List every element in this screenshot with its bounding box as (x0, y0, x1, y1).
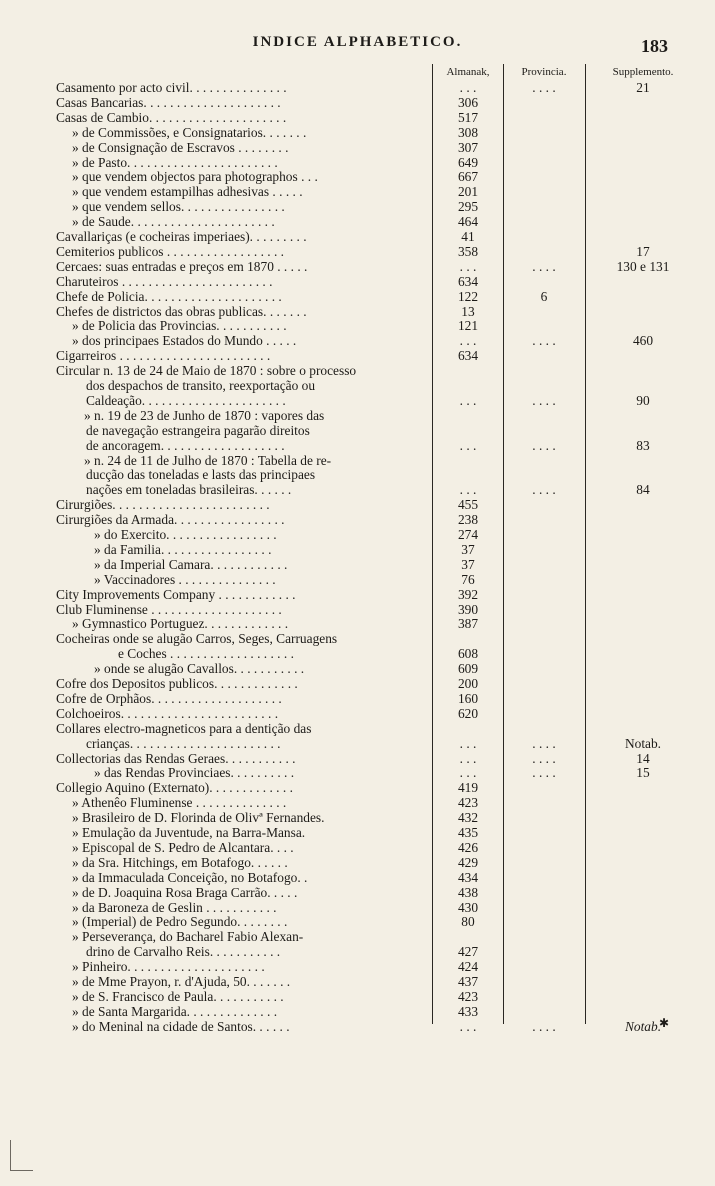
index-row (0, 318, 715, 333)
index-row (0, 900, 715, 915)
index-row (0, 572, 715, 587)
index-row (0, 453, 715, 468)
entry-label: Cocheiras onde se alugão Carros, Seges, Carruagens (56, 631, 338, 647)
index-row (0, 110, 715, 125)
entry-label: » do Exercito. . . . . . . . . . . . . . . . . (94, 527, 277, 542)
index-row (0, 751, 715, 766)
almanak-value: 238 (457, 512, 479, 528)
index-row (0, 289, 715, 304)
entry-label: » Perseverança, do Bacharel Fabio Alexan- (72, 929, 304, 945)
almanak-value: 455 (457, 497, 479, 513)
index-row (0, 408, 715, 423)
index-row (0, 423, 715, 438)
index-row (0, 646, 715, 661)
index-row (0, 199, 715, 214)
entry-label: » Vaccinadores . . . . . . . . . . . . . . . (94, 571, 276, 587)
index-row (0, 944, 715, 959)
almanak-value: . . . (459, 482, 477, 498)
entry-label: » de Consignação de Escravos . . . . . . . . (72, 139, 289, 155)
almanak-value: 76 (461, 571, 475, 587)
index-row (0, 691, 715, 706)
entry-label: » de Santa Margarida. . . . . . . . . . . . . . (72, 1003, 278, 1019)
index-row (0, 497, 715, 512)
entry-label: » do Meninal na cidade de Santos. . . . . . (72, 1018, 290, 1034)
entry-label: » Brasileiro de D. Florinda de Olivª Fernandes. (72, 810, 325, 826)
entry-label: Chefe de Policia. . . . . . . . . . . . . . . . . . . . . (56, 288, 282, 304)
entry-label: » da Sra. Hitchings, em Botafogo. . . . . . (72, 854, 288, 870)
entry-label: de navegação estrangeira pagarão direitos (86, 422, 310, 438)
index-row (0, 95, 715, 110)
supplemento-value: 21 (636, 80, 650, 95)
supplemento-value: 90 (636, 392, 650, 408)
almanak-value: 41 (461, 229, 475, 244)
almanak-value: 423 (457, 795, 479, 811)
almanak-value: . . . (459, 1018, 477, 1034)
index-row (0, 914, 715, 929)
almanak-value: 390 (457, 601, 479, 617)
entry-label: Chefes de districtos das obras publicas. . . . . . . (56, 303, 307, 319)
entry-label: » Emulação da Juventude, na Barra-Mansa. (72, 825, 306, 840)
entry-label: Cigarreiros . . . . . . . . . . . . . . . . . . . . . . . (56, 348, 271, 364)
index-row (0, 274, 715, 289)
entry-label: Club Fluminense . . . . . . . . . . . . . . . . . . . . (56, 601, 282, 617)
provincia-value: . . . . (532, 765, 556, 781)
entry-label: Cofre de Orphãos. . . . . . . . . . . . . . . . . . . . (56, 690, 282, 706)
entry-label: » de S. Francisco de Paula. . . . . . . . . . . (72, 988, 284, 1004)
supplemento-value: 84 (636, 482, 650, 498)
index-row (0, 214, 715, 229)
almanak-value: 517 (457, 109, 479, 125)
index-row (0, 989, 715, 1004)
almanak-value: . . . (459, 258, 477, 274)
supplemento-value: 15 (636, 765, 650, 781)
index-row (0, 259, 715, 274)
supplemento-value: 17 (636, 243, 650, 259)
index-row (0, 229, 715, 244)
almanak-value: 667 (457, 169, 479, 185)
almanak-value: . . . (459, 750, 477, 766)
almanak-value: 419 (457, 780, 479, 796)
index-row (0, 363, 715, 378)
index-row (0, 467, 715, 482)
entry-label: Colchoeiros. . . . . . . . . . . . . . . . . . . . . . . . (56, 705, 279, 721)
almanak-value: 307 (457, 139, 479, 155)
index-row (0, 870, 715, 885)
entry-label: » n. 24 de 11 de Julho de 1870 : Tabella de re- (84, 452, 332, 468)
almanak-value: 392 (457, 586, 479, 602)
index-row (0, 765, 715, 780)
entry-label: drino de Carvalho Reis. . . . . . . . . . . (86, 944, 281, 960)
index-row (0, 959, 715, 974)
entry-label: » de Saude. . . . . . . . . . . . . . . . . . . . . . (72, 214, 275, 230)
index-row (0, 706, 715, 721)
index-row (0, 661, 715, 676)
entry-label: nações em toneladas brasileiras. . . . . . (86, 482, 292, 498)
provincia-value: . . . . (532, 258, 556, 274)
entry-label: Cirurgiões. . . . . . . . . . . . . . . . . . . . . . . . (56, 497, 270, 513)
almanak-value: 423 (457, 988, 479, 1004)
entry-label: crianças. . . . . . . . . . . . . . . . . . . . . . . (86, 735, 281, 751)
entry-label: » Pinheiro. . . . . . . . . . . . . . . . . . . . . (72, 959, 265, 975)
entry-label: Charuteiros . . . . . . . . . . . . . . . . . . . . . . . (56, 273, 273, 289)
column-header-almanak: Almanak, (446, 66, 490, 78)
entry-label: » de Pasto. . . . . . . . . . . . . . . . . . . . . . . (72, 154, 278, 170)
provincia-value: . . . . (532, 80, 556, 95)
entry-label: Casas Bancarias. . . . . . . . . . . . . . . . . . . . . (56, 94, 281, 110)
entry-label: » que vendem sellos. . . . . . . . . . . . . . . . (72, 199, 285, 215)
entry-label: Cemiterios publicos . . . . . . . . . . . . . . . . . . (56, 243, 285, 259)
index-row (0, 929, 715, 944)
entry-label: ducção das toneladas e lasts das principaes (86, 467, 316, 483)
almanak-value: 387 (457, 616, 479, 632)
index-row (0, 378, 715, 393)
entry-label: » da Familia. . . . . . . . . . . . . . . . . (94, 541, 272, 557)
index-row (0, 885, 715, 900)
entry-label: » que vendem objectos para photographos . . . (72, 169, 318, 185)
index-row (0, 184, 715, 199)
entry-label: » das Rendas Provinciaes. . . . . . . . . . (94, 765, 295, 781)
index-row (0, 333, 715, 348)
page-title: INDICE ALPHABETICO. (252, 34, 463, 50)
index-row (0, 512, 715, 527)
page-number: 183 (641, 36, 668, 56)
asterisk-mark-icon: ✱ (659, 1016, 670, 1030)
almanak-value: 649 (457, 154, 479, 170)
index-row (0, 140, 715, 155)
almanak-value: 438 (457, 884, 479, 900)
provincia-value: . . . . (532, 750, 556, 766)
entry-label: » Episcopal de S. Pedro de Alcantara. . . . (72, 839, 294, 855)
index-row (0, 736, 715, 751)
almanak-value: 427 (457, 944, 479, 960)
almanak-value: 634 (457, 348, 479, 364)
provincia-value: . . . . (532, 333, 556, 349)
provincia-value: . . . . (532, 735, 556, 751)
almanak-value: . . . (459, 765, 477, 781)
provincia-value: . . . . (532, 482, 556, 498)
entry-label: » n. 19 de 23 de Junho de 1870 : vapores das (84, 407, 325, 423)
entry-label: » de Commissões, e Consignatarios. . . . . . . (72, 124, 307, 140)
column-header-supplemento: Supplemento. (612, 66, 674, 78)
index-row (0, 557, 715, 572)
index-row (0, 438, 715, 453)
almanak-value: 201 (457, 184, 479, 200)
column-header-provincia: Provincia. (521, 66, 567, 78)
index-row (0, 304, 715, 319)
almanak-value: 37 (461, 541, 475, 557)
entry-label: Cirurgiões da Armada. . . . . . . . . . . . . . . . . (56, 512, 285, 528)
almanak-value: 608 (457, 646, 479, 662)
almanak-value: 433 (457, 1003, 479, 1019)
almanak-value: 308 (457, 124, 479, 140)
entry-label: Collares electro-magneticos para a dentição das (56, 720, 312, 736)
index-row (0, 482, 715, 497)
entry-label: » da Baroneza de Geslin . . . . . . . . . . . (72, 899, 277, 915)
provincia-value: . . . . (532, 392, 556, 408)
index-row (0, 631, 715, 646)
index-row (0, 840, 715, 855)
entry-label: » da Immaculada Conceição, no Botafogo. . (72, 869, 308, 885)
index-row (0, 795, 715, 810)
almanak-value: 295 (457, 199, 479, 215)
entry-label: Cercaes: suas entradas e preços em 1870 . . . . . (56, 258, 308, 274)
entry-label: Cofre dos Depositos publicos. . . . . . . . . . . . . (56, 676, 298, 691)
almanak-value: 434 (457, 869, 479, 885)
almanak-value: 37 (461, 556, 475, 572)
almanak-value: 306 (457, 94, 479, 110)
almanak-value: 620 (457, 705, 479, 721)
index-row (0, 974, 715, 989)
entry-label: dos despachos de transito, reexportação ou (86, 378, 316, 393)
entry-label: de ancoragem. . . . . . . . . . . . . . . . . . . (86, 437, 285, 453)
entry-label: Collegio Aquino (Externato). . . . . . . . . . . . . (56, 780, 293, 796)
supplemento-value: Notab. (624, 735, 662, 751)
provincia-value: . . . . (532, 437, 556, 453)
index-row (0, 721, 715, 736)
entry-label: » dos principaes Estados do Mundo . . . . . (72, 333, 297, 349)
index-row (0, 825, 715, 840)
almanak-value: 122 (457, 288, 479, 304)
almanak-value: 429 (457, 854, 479, 870)
entry-label: » de D. Joaquina Rosa Braga Carrão. . . . . (72, 884, 298, 900)
index-row (0, 602, 715, 617)
entry-label: » Gymnastico Portuguez. . . . . . . . . . . . . (72, 616, 289, 632)
almanak-value: 609 (457, 661, 479, 677)
almanak-value: . . . (459, 437, 477, 453)
supplemento-value: 14 (636, 750, 650, 766)
entry-label: Collectorias das Rendas Geraes. . . . . . . . . . . (56, 750, 296, 766)
almanak-value: 200 (457, 676, 479, 691)
entry-label: Casamento por acto civil. . . . . . . . . . . . . . . (56, 80, 287, 95)
index-row (0, 527, 715, 542)
index-row (0, 169, 715, 184)
entry-label: » da Imperial Camara. . . . . . . . . . . . (94, 556, 288, 572)
index-row (0, 125, 715, 140)
supplemento-value: Notab. (624, 1018, 662, 1034)
almanak-value: 430 (457, 899, 479, 915)
entry-label: Circular n. 13 de 24 de Maio de 1870 : sobre o processo (56, 363, 357, 379)
index-row (0, 542, 715, 557)
entry-label: City Improvements Company . . . . . . . . . . . . (56, 586, 296, 602)
entry-label: » de Mme Prayon, r. d'Ajuda, 50. . . . . . . (72, 974, 291, 989)
almanak-value: 424 (457, 959, 479, 975)
index-row (0, 855, 715, 870)
index-row (0, 1004, 715, 1019)
almanak-value: 121 (457, 318, 479, 334)
index-row (0, 616, 715, 631)
almanak-value: 437 (457, 974, 479, 989)
almanak-value: . . . (459, 392, 477, 408)
entry-label: Caldeação. . . . . . . . . . . . . . . . . . . . . . (86, 392, 286, 408)
index-row (0, 80, 715, 95)
provincia-value: 6 (540, 288, 548, 304)
index-row (0, 587, 715, 602)
almanak-value: 426 (457, 839, 479, 855)
supplemento-value: 130 e 131 (616, 258, 670, 274)
almanak-value: . . . (459, 735, 477, 751)
almanak-value: 464 (457, 214, 479, 230)
entry-label: e Coches . . . . . . . . . . . . . . . . . . . (118, 646, 294, 662)
index-row (0, 676, 715, 691)
corner-mark-icon (10, 1140, 33, 1171)
almanak-value: 358 (457, 243, 479, 259)
supplemento-value: 460 (632, 333, 654, 349)
almanak-value: 80 (461, 914, 475, 930)
entry-label: Cavallariças (e cocheiras imperiaes). . . . . . . . . (56, 229, 307, 244)
index-row (0, 810, 715, 825)
entry-label: Casas de Cambio. . . . . . . . . . . . . . . . . . . . . (56, 109, 287, 125)
index-row (0, 155, 715, 170)
provincia-value: . . . . (532, 1018, 556, 1034)
entry-label: » Athenêo Fluminense . . . . . . . . . . . . . . (72, 795, 287, 811)
almanak-value: 160 (457, 690, 479, 706)
index-row (0, 1019, 715, 1034)
index-row (0, 780, 715, 795)
index-row (0, 393, 715, 408)
almanak-value: . . . (459, 80, 477, 95)
entry-label: » (Imperial) de Pedro Segundo. . . . . . . . (72, 914, 288, 930)
index-row (0, 244, 715, 259)
almanak-value: . . . (459, 333, 477, 349)
almanak-value: 432 (457, 810, 479, 826)
almanak-value: 435 (457, 825, 479, 840)
almanak-value: 274 (457, 527, 479, 542)
almanak-value: 13 (461, 303, 475, 319)
supplemento-value: 83 (636, 437, 650, 453)
almanak-value: 634 (457, 273, 479, 289)
entry-label: » de Policia das Provincias. . . . . . . . . . . (72, 318, 287, 334)
entry-label: » que vendem estampilhas adhesivas . . . . . (72, 184, 303, 200)
entry-label: » onde se alugão Cavallos. . . . . . . . . . . (94, 661, 305, 677)
index-row (0, 348, 715, 363)
